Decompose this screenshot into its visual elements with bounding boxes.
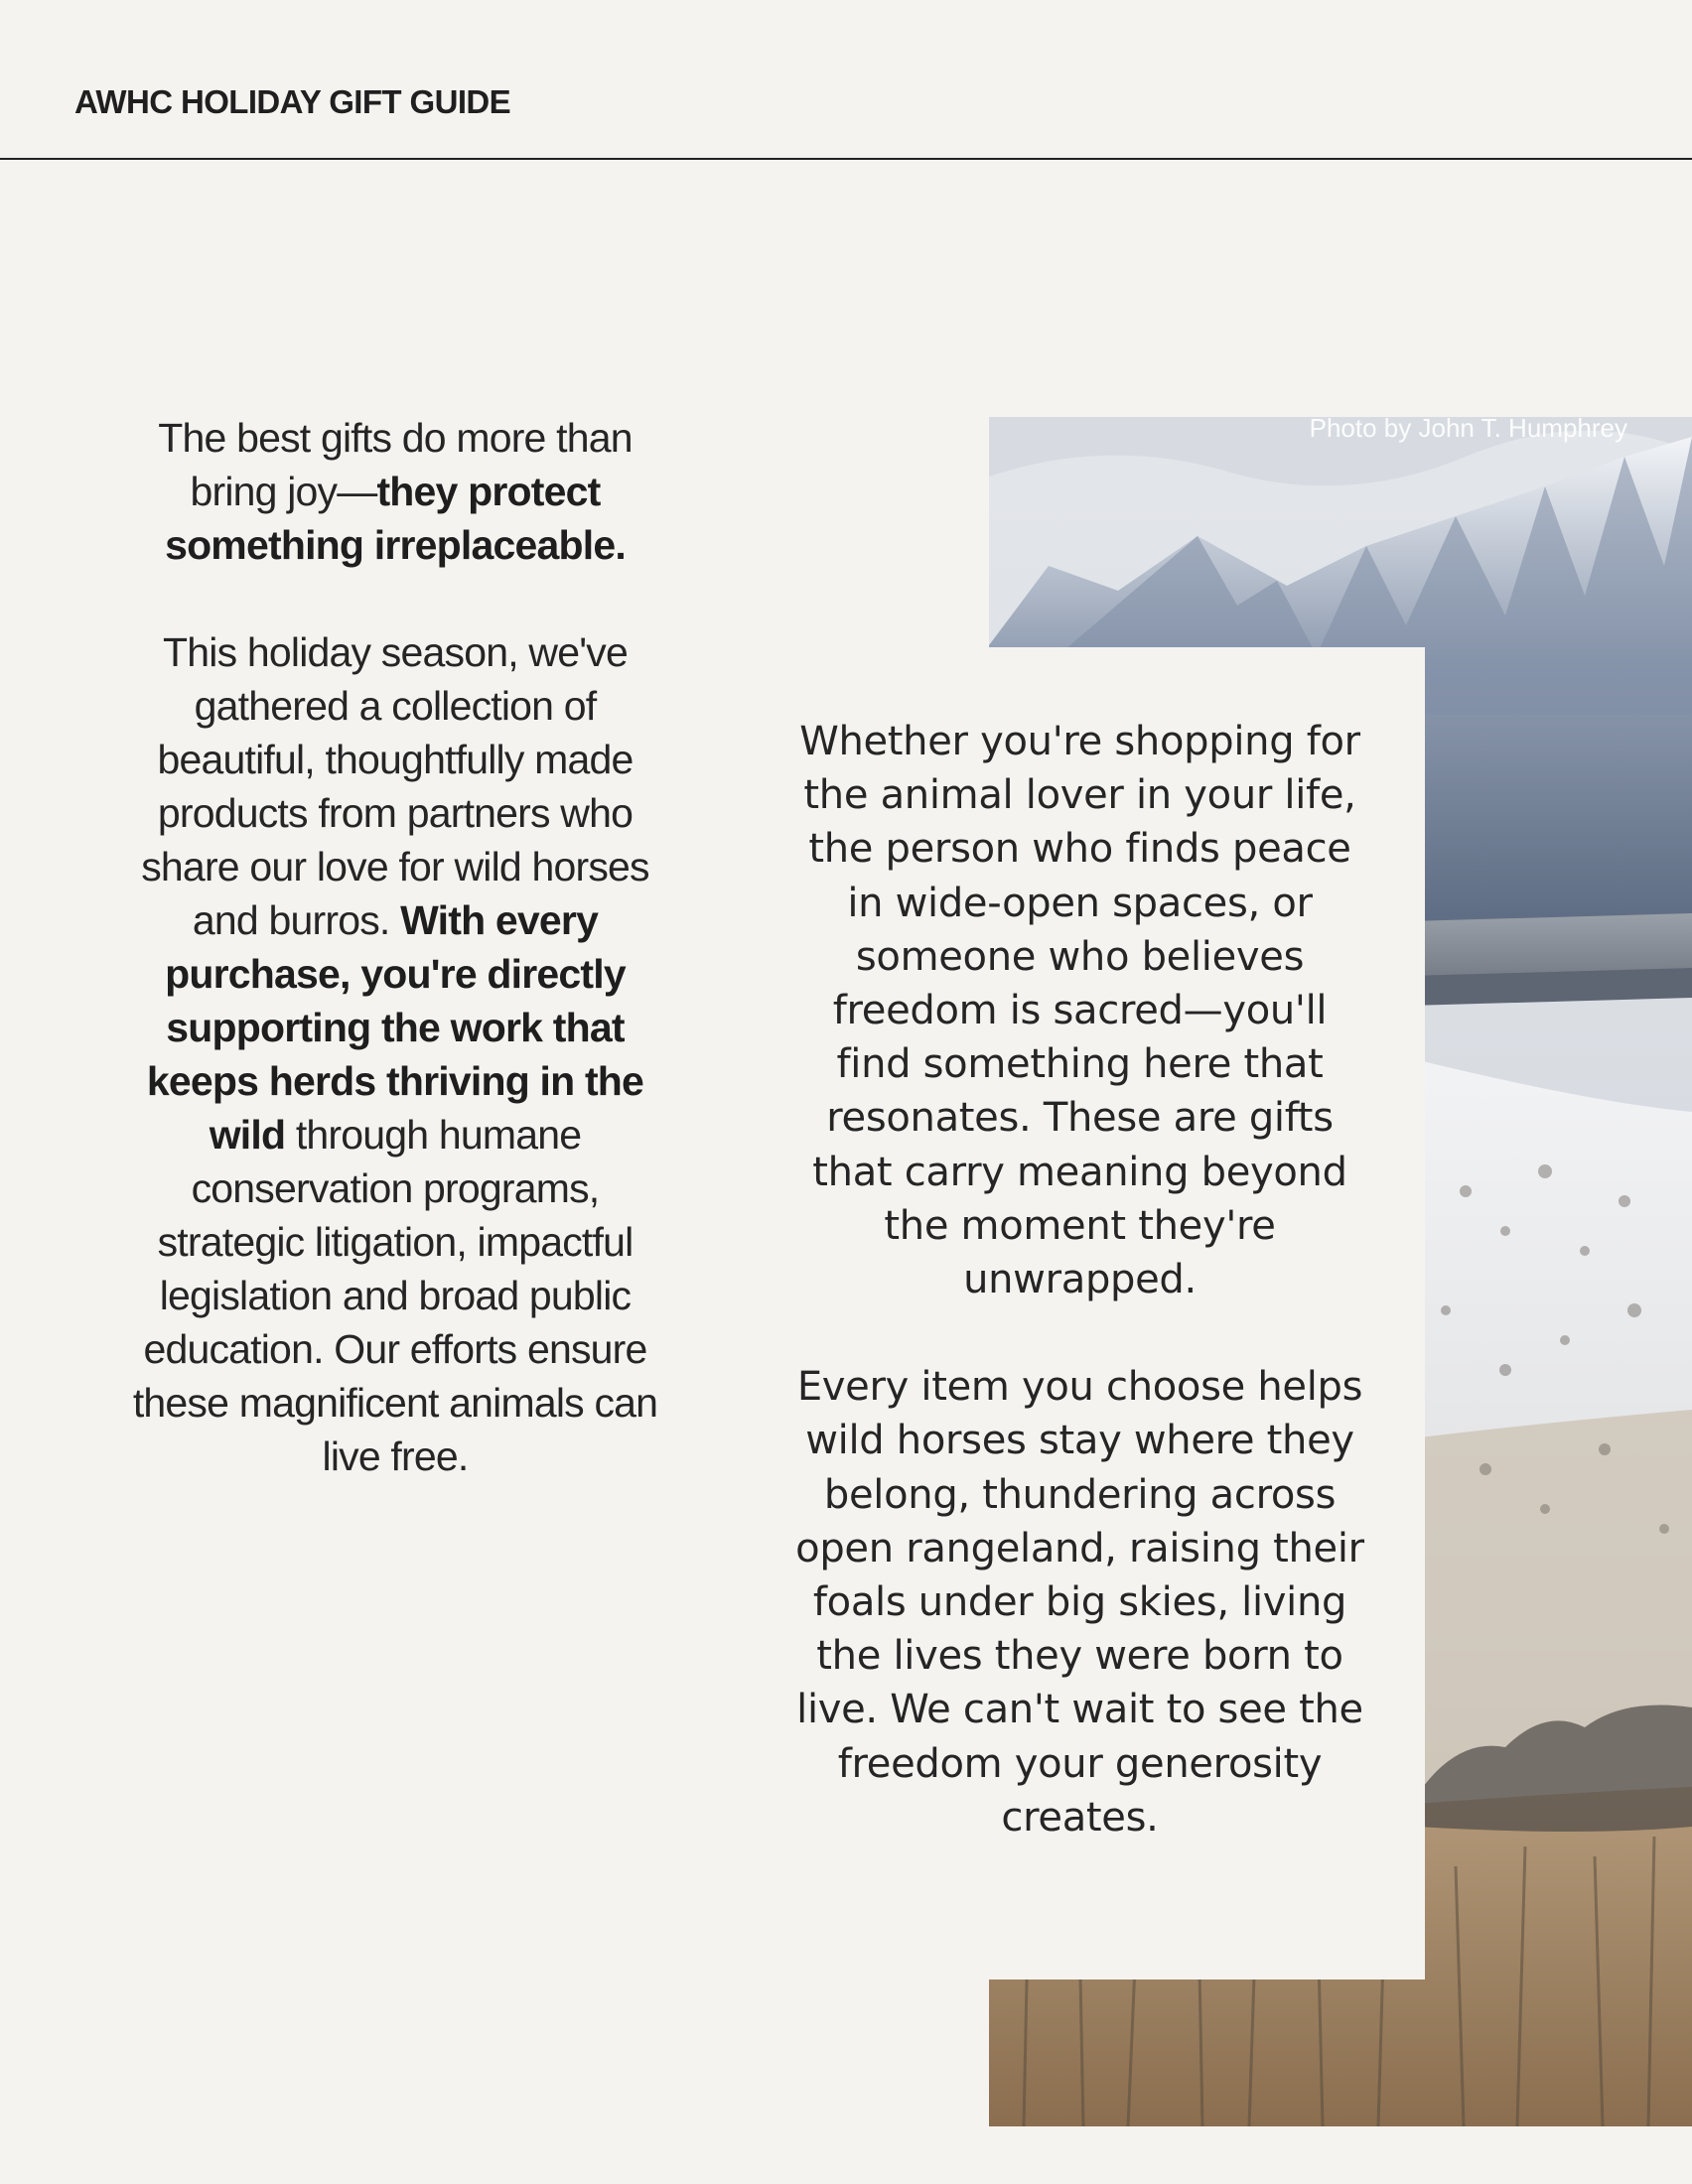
panel-text-column [794, 715, 1365, 1898]
intro-body-bold: With every purchase, you're directly supporting the work that keeps herds thriving in the wild [146, 897, 644, 1158]
intro-lead [117, 411, 673, 572]
photo-credit: Photo by John T. Humphrey [1309, 413, 1627, 443]
header-divider [0, 158, 1692, 160]
panel-paragraph-2: Every item you choose helps wild horses stay where they belong, thundering across open rangeland, raising their foals under big skies, living the lives they were born to live. We can't wait to see the freedom your generosity creates. [795, 1364, 1364, 1841]
intro-text-column [117, 411, 673, 1537]
intro-body-plain-1: This holiday season, we've gathered a collection of beautiful, thoughtfully made products from partners who share our love for wild horses and burros. [141, 629, 649, 943]
panel-paragraph-1: Whether you're shopping for the animal lover in your life, the person who finds peace in wide-open spaces, or someone who believes freedom is sacred—you'll find something here that resonates. These are gifts that carry meaning beyond the moment they're unwrapped. [799, 719, 1360, 1303]
page-header-title: AWHC HOLIDAY GIFT GUIDE [74, 83, 511, 120]
intro-lead-bold: they protect something irreplaceable. [165, 469, 626, 568]
intro-body [117, 625, 673, 1483]
intro-body-plain-2: through humane conservation programs, strategic litigation, impactful legislation and broad public education. Our efforts ensure these magnificent animals can live free. [132, 1112, 658, 1479]
intro-lead-plain: The best gifts do more than bring joy— [158, 415, 633, 514]
